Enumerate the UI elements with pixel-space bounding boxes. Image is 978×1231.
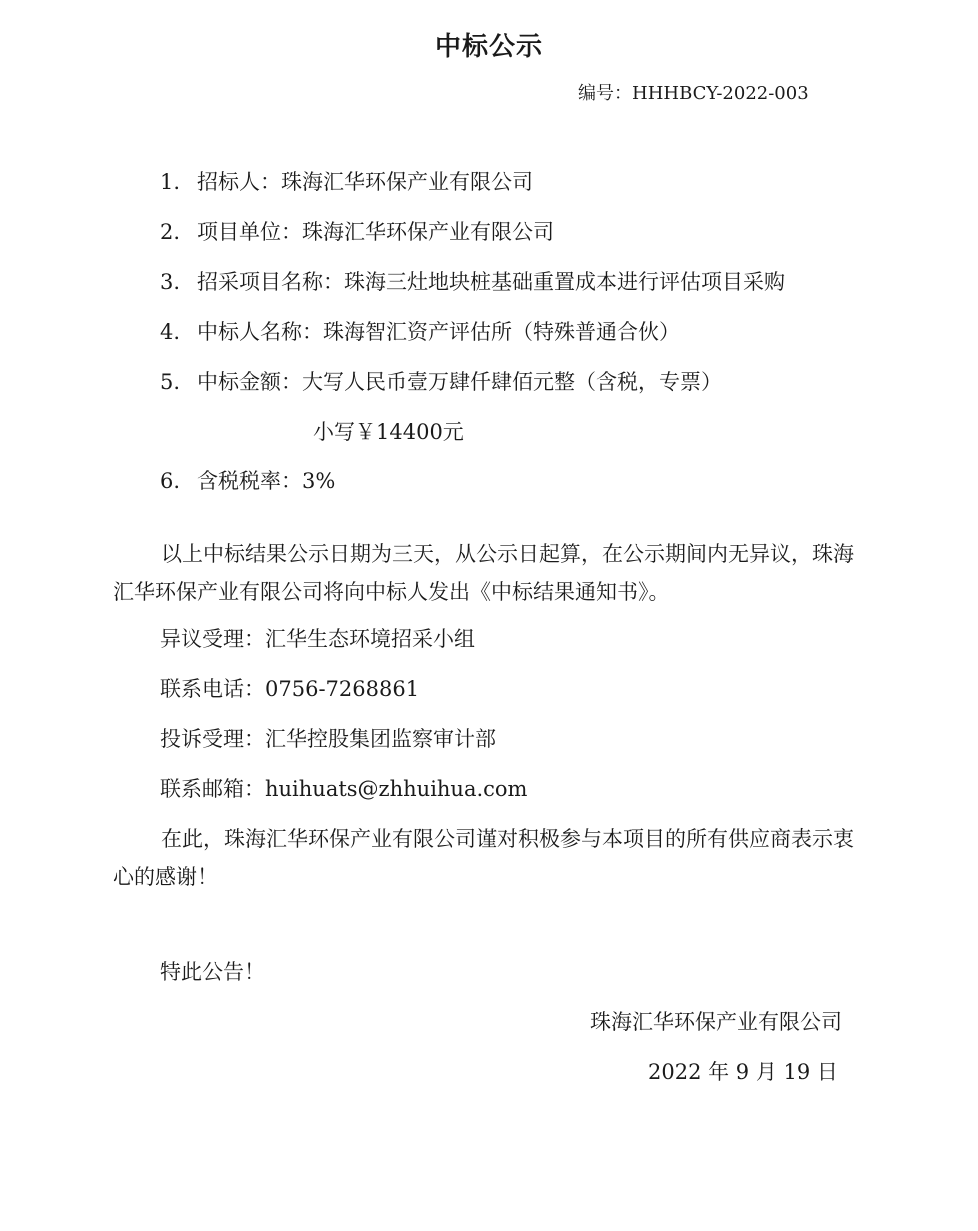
list-item xyxy=(160,268,785,296)
list-item xyxy=(160,368,722,396)
signature-date: 2022 年 9 月 19 日 xyxy=(648,1060,838,1084)
objection-contact: 异议受理：汇华生态环境招采小组 xyxy=(160,627,475,651)
closing-statement: 特此公告！ xyxy=(160,960,265,984)
list-item-number: 6. xyxy=(160,469,181,493)
list-item-text: 含税税率：3% xyxy=(197,469,336,493)
list-item-number: 3. xyxy=(160,270,181,294)
list-item-text: 招采项目名称：珠海三灶地块桩基础重置成本进行评估项目采购 xyxy=(197,270,785,294)
list-item xyxy=(160,218,554,246)
phone-contact: 联系电话：0756-7268861 xyxy=(160,677,420,701)
list-item xyxy=(160,467,335,495)
email-contact: 联系邮箱：huihuats@zhhuihua.com xyxy=(160,777,528,801)
list-item-number: 4. xyxy=(160,320,181,344)
list-item-number: 5. xyxy=(160,370,181,394)
complaint-contact: 投诉受理：汇华控股集团监察审计部 xyxy=(160,727,496,751)
list-item xyxy=(160,318,680,346)
thanks-paragraph: 在此，珠海汇华环保产业有限公司谨对积极参与本项目的所有供应商表示衷心的感谢！ xyxy=(113,827,854,889)
list-item xyxy=(160,168,533,196)
signature-company: 珠海汇华环保产业有限公司 xyxy=(590,1010,842,1034)
notice-paragraph: 以上中标结果公示日期为三天，从公示日起算，在公示期间内无异议，珠海汇华环保产业有限公司将向中标人发出《中标结果通知书》。 xyxy=(113,542,854,604)
list-item-text: 小写￥14400元 xyxy=(313,420,464,444)
list-item-number: 2. xyxy=(160,220,181,244)
list-item-text: 招标人：珠海汇华环保产业有限公司 xyxy=(197,170,533,194)
document-title: 中标公示 xyxy=(434,32,543,62)
list-item-text: 项目单位：珠海汇华环保产业有限公司 xyxy=(197,220,554,244)
list-item-text: 中标人名称：珠海智汇资产评估所（特殊普通合伙） xyxy=(197,320,680,344)
list-item-continuation xyxy=(313,418,464,446)
list-item-number: 1. xyxy=(160,170,181,194)
document-number: 编号：HHHBCY-2022-003 xyxy=(578,83,809,104)
list-item-text: 中标金额：大写人民币壹万肆仟肆佰元整（含税，专票） xyxy=(197,370,722,394)
